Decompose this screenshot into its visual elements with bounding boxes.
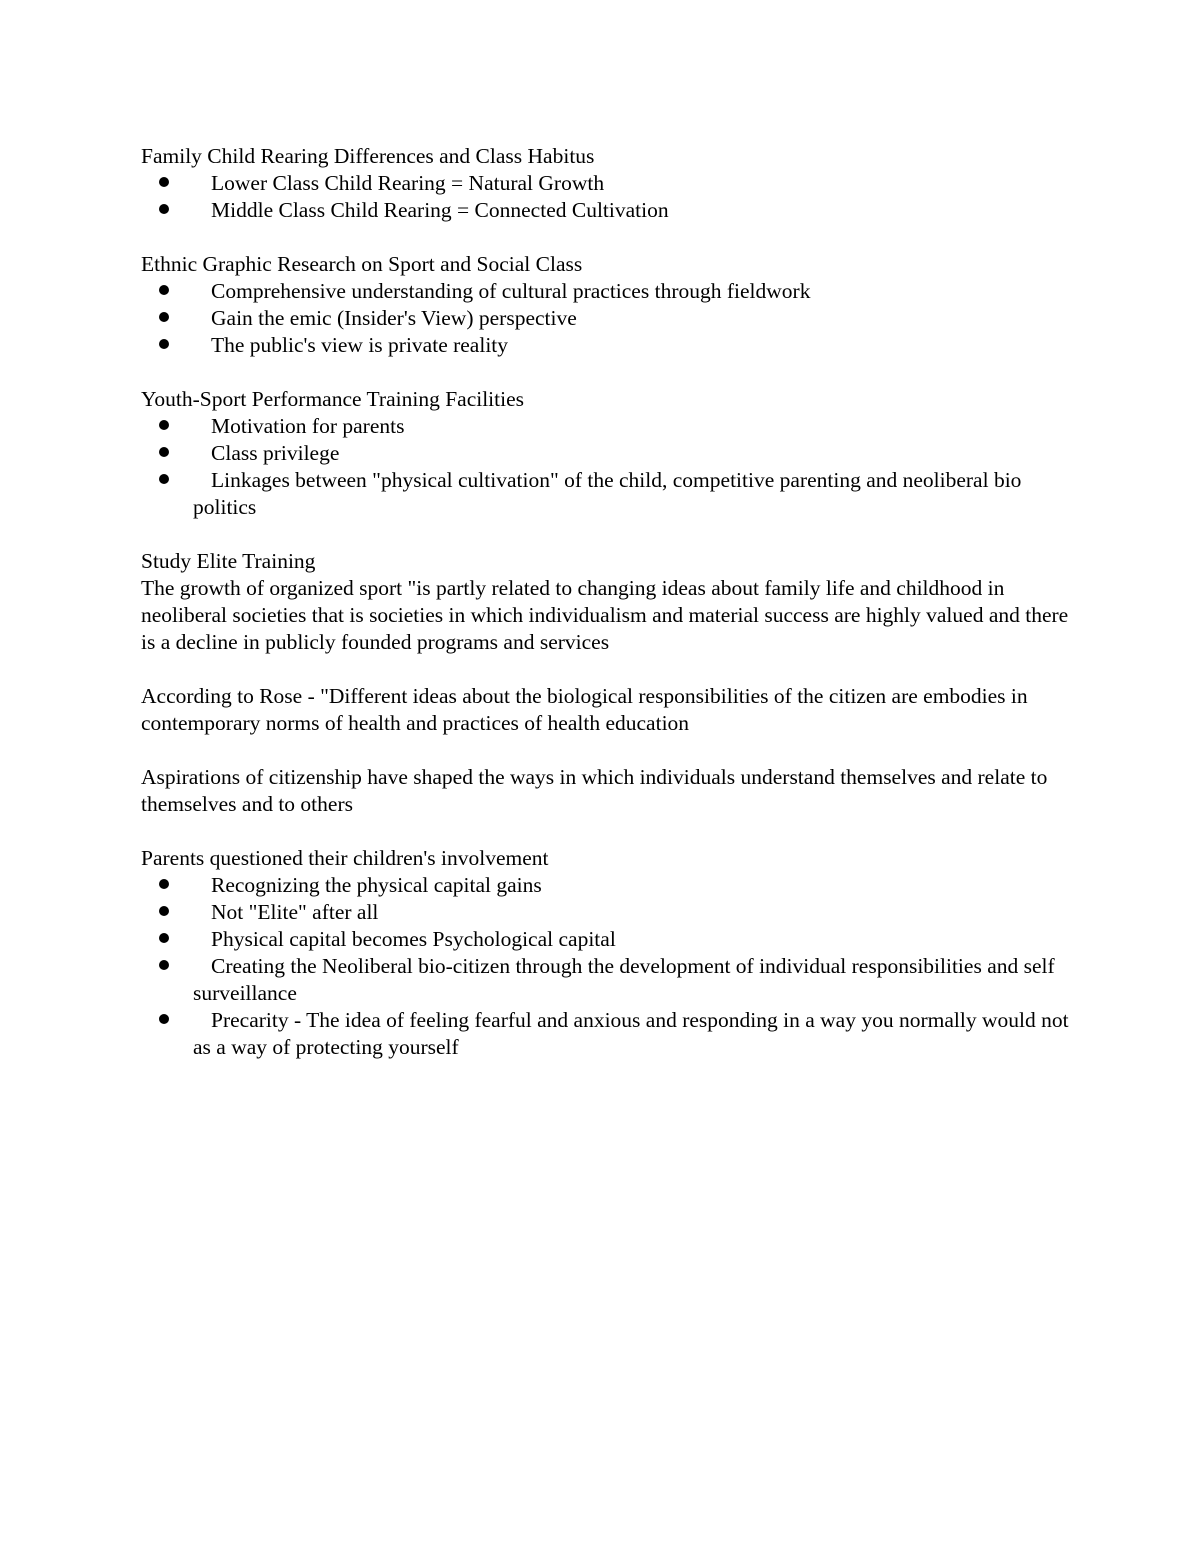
list-item: Physical capital becomes Psychological capital bbox=[141, 926, 1071, 953]
bullet-icon bbox=[159, 204, 169, 214]
bullet-icon bbox=[159, 447, 169, 457]
section-heading: Study Elite Training bbox=[141, 549, 316, 573]
section-rose-quote bbox=[141, 683, 1071, 737]
list-item: Lower Class Child Rearing = Natural Growth bbox=[141, 170, 1071, 197]
list-item: Motivation for parents bbox=[141, 413, 1071, 440]
bullet-icon bbox=[159, 933, 169, 943]
bullet-list bbox=[141, 872, 1071, 1061]
bullet-list bbox=[141, 170, 1071, 224]
section-parents-questioned bbox=[141, 845, 1071, 1061]
section-heading: Family Child Rearing Differences and Class Habitus bbox=[141, 144, 595, 168]
paragraph: According to Rose - "Different ideas about the biological responsibilities of the citizen are embodies in contemporary norms of health and practices of health education bbox=[141, 684, 1028, 735]
bullet-icon bbox=[159, 285, 169, 295]
list-item: Middle Class Child Rearing = Connected Cultivation bbox=[141, 197, 1071, 224]
bullet-list bbox=[141, 413, 1071, 521]
list-item: Linkages between "physical cultivation" of the child, competitive parenting and neoliberal bio politics bbox=[141, 467, 1071, 521]
section-heading: Youth-Sport Performance Training Facilities bbox=[141, 387, 525, 411]
bullet-icon bbox=[159, 420, 169, 430]
bullet-list bbox=[141, 278, 1071, 359]
list-item: Creating the Neoliberal bio-citizen through the development of individual responsibilities and self surveillance bbox=[141, 953, 1071, 1007]
paragraph: Aspirations of citizenship have shaped the ways in which individuals understand themselves and relate to themselves and to others bbox=[141, 765, 1048, 816]
list-item: Comprehensive understanding of cultural practices through fieldwork bbox=[141, 278, 1071, 305]
bullet-icon bbox=[159, 960, 169, 970]
list-item: The public's view is private reality bbox=[141, 332, 1071, 359]
section-citizenship bbox=[141, 764, 1071, 818]
paragraph: The growth of organized sport "is partly related to changing ideas about family life and childhood in neoliberal societies that is societies in which individualism and material success are highly valued and there is a decline in publicly founded programs and services bbox=[141, 576, 1069, 654]
section-elite-training bbox=[141, 548, 1071, 656]
section-training-facilities bbox=[141, 386, 1071, 521]
section-heading: Parents questioned their children's involvement bbox=[141, 846, 549, 870]
list-item: Gain the emic (Insider's View) perspective bbox=[141, 305, 1071, 332]
list-item: Precarity - The idea of feeling fearful and anxious and responding in a way you normally would not as a way of protecting yourself bbox=[141, 1007, 1071, 1061]
bullet-icon bbox=[159, 177, 169, 187]
bullet-icon bbox=[159, 906, 169, 916]
section-child-rearing bbox=[141, 143, 1071, 224]
section-heading: Ethnic Graphic Research on Sport and Social Class bbox=[141, 252, 583, 276]
bullet-icon bbox=[159, 312, 169, 322]
list-item: Not "Elite" after all bbox=[141, 899, 1071, 926]
bullet-icon bbox=[159, 879, 169, 889]
document-body bbox=[141, 143, 1071, 1088]
bullet-icon bbox=[159, 339, 169, 349]
list-item: Recognizing the physical capital gains bbox=[141, 872, 1071, 899]
bullet-icon bbox=[159, 474, 169, 484]
section-ethnographic-research bbox=[141, 251, 1071, 359]
list-item: Class privilege bbox=[141, 440, 1071, 467]
bullet-icon bbox=[159, 1014, 169, 1024]
